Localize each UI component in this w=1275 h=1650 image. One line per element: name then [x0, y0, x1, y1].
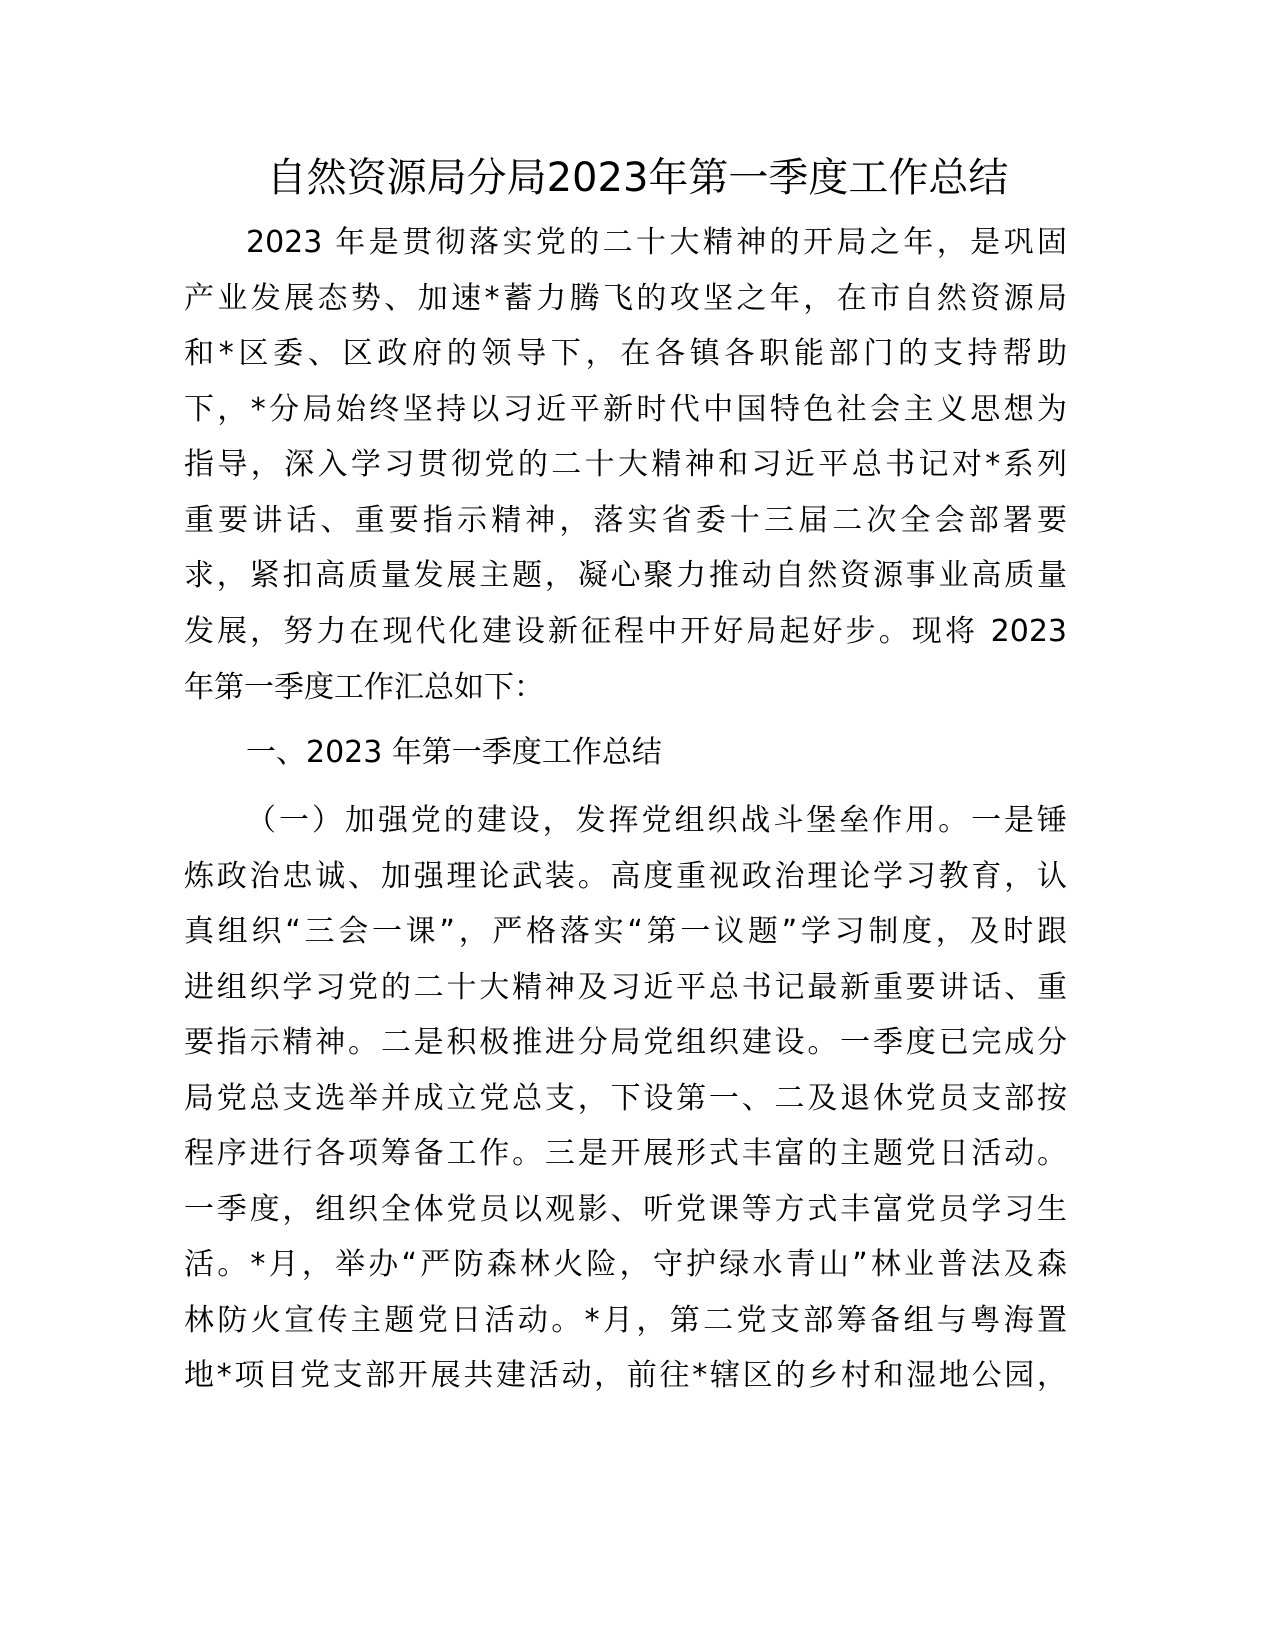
paragraph-line: 年第一季度工作汇总如下：: [184, 670, 544, 705]
paragraph-line: 程序进行各项筹备工作。三是开展形式丰富的主题党日活动。: [184, 1136, 1067, 1171]
paragraph-line: 活。*月，举办“严防森林火险，守护绿水青山”林业普法及森: [184, 1247, 1067, 1282]
paragraph-line: 2023 年是贯彻落实党的二十大精神的开局之年，是巩固: [246, 225, 1067, 260]
paragraph-line: 和*区委、区政府的领导下，在各镇各职能部门的支持帮助: [184, 336, 1067, 371]
paragraph-line: 指导，深入学习贯彻党的二十大精神和习近平总书记对*系列: [184, 447, 1067, 482]
paragraph-line: 局党总支选举并成立党总支，下设第一、二及退休党员支部按: [184, 1081, 1067, 1116]
paragraph-line: 下，*分局始终坚持以习近平新时代中国特色社会主义思想为: [184, 392, 1067, 427]
document-title: 自然资源局分局2023年第一季度工作总结: [266, 155, 1009, 201]
paragraph-line: 重要讲话、重要指示精神，落实省委十三届二次全会部署要: [184, 503, 1067, 538]
paragraph-line: 炼政治忠诚、加强理论武装。高度重视政治理论学习教育，认: [184, 859, 1067, 894]
paragraph-line: 真组织“三会一课”，严格落实“第一议题”学习制度，及时跟: [184, 914, 1067, 949]
section-heading: 一、2023 年第一季度工作总结: [246, 735, 662, 770]
paragraph-line: 产业发展态势、加速*蓄力腾飞的攻坚之年，在市自然资源局: [184, 281, 1067, 316]
paragraph-line: 地*项目党支部开展共建活动，前往*辖区的乡村和湿地公园，: [184, 1358, 1067, 1393]
paragraph-line: 一季度，组织全体党员以观影、听党课等方式丰富党员学习生: [184, 1192, 1067, 1227]
paragraph-line: 求，紧扣高质量发展主题，凝心聚力推动自然资源事业高质量: [184, 558, 1067, 593]
paragraph-line: 要指示精神。二是积极推进分局党组织建设。一季度已完成分: [184, 1025, 1067, 1060]
paragraph-line: 林防火宣传主题党日活动。*月，第二党支部筹备组与粤海置: [184, 1303, 1067, 1338]
paragraph-line: （一）加强党的建设，发挥党组织战斗堡垒作用。一是锤: [246, 803, 1067, 838]
paragraph-line: 进组织学习党的二十大精神及习近平总书记最新重要讲话、重: [184, 970, 1067, 1005]
paragraph-line: 发展，努力在现代化建设新征程中开好局起好步。现将 2023: [184, 614, 1067, 649]
